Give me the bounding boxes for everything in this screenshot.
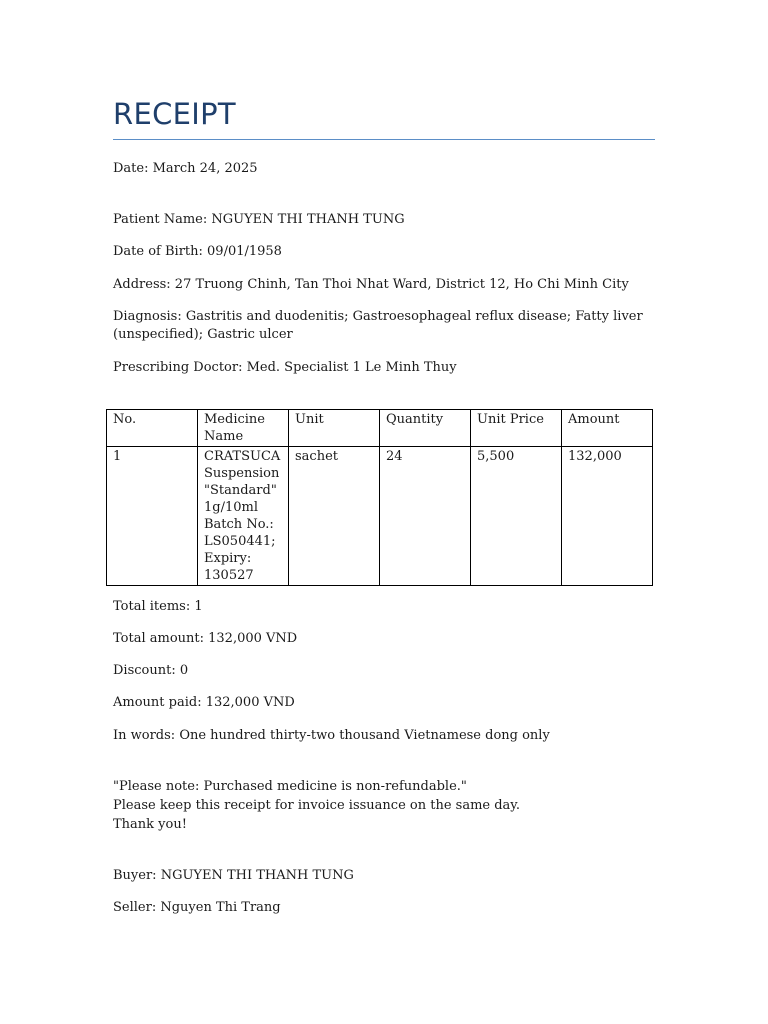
medicine-line: CRATSUCA	[204, 449, 281, 464]
medicine-line: Suspension	[204, 466, 280, 481]
medicine-line: 130527	[204, 568, 254, 583]
medicine-line: LS050441;	[204, 534, 276, 549]
header-amount: Amount	[562, 410, 653, 447]
table-header-row	[107, 410, 653, 447]
cell-no: 1	[107, 447, 198, 586]
header-unit: Unit	[289, 410, 380, 447]
cell-medicine-name	[198, 447, 289, 586]
note-thank-you: Thank you!	[113, 817, 187, 832]
buyer-signature: Buyer: NGUYEN THI THANH TUNG	[113, 868, 354, 883]
patient-name: Patient Name: NGUYEN THI THANH TUNG	[113, 212, 405, 227]
header-medicine-line-1: Medicine	[204, 412, 265, 427]
medicine-line: Batch No.:	[204, 517, 274, 532]
medicine-line: 1g/10ml	[204, 500, 258, 515]
header-quantity: Quantity	[380, 410, 471, 447]
medicine-line: "Standard"	[204, 483, 277, 498]
receipt-title: RECEIPT	[113, 97, 236, 131]
header-unit-price: Unit Price	[471, 410, 562, 447]
medicine-line: Expiry:	[204, 551, 252, 566]
cell-amount: 132,000	[562, 447, 653, 586]
table-row	[107, 447, 653, 586]
header-medicine-line-2: Name	[204, 429, 244, 444]
header-medicine-name	[198, 410, 289, 447]
total-amount: Total amount: 132,000 VND	[113, 631, 298, 646]
medicine-table	[106, 409, 653, 586]
discount: Discount: 0	[113, 663, 189, 678]
seller-signature: Seller: Nguyen Thi Trang	[113, 900, 281, 915]
note-keep-receipt: Please keep this receipt for invoice issuance on the same day.	[113, 798, 521, 813]
prescribing-doctor: Prescribing Doctor: Med. Specialist 1 Le Minh Thuy	[113, 360, 457, 375]
total-items: Total items: 1	[113, 599, 203, 614]
title-divider	[113, 139, 655, 140]
receipt-date: Date: March 24, 2025	[113, 161, 258, 176]
patient-address: Address: 27 Truong Chinh, Tan Thoi Nhat Ward, District 12, Ho Chi Minh City	[113, 277, 629, 292]
amount-in-words: In words: One hundred thirty-two thousand Vietnamese dong only	[113, 728, 550, 743]
header-no: No.	[107, 410, 198, 447]
cell-quantity: 24	[380, 447, 471, 586]
date-of-birth: Date of Birth: 09/01/1958	[113, 244, 282, 259]
cell-unit: sachet	[289, 447, 380, 586]
note-non-refundable: "Please note: Purchased medicine is non-refundable."	[113, 779, 467, 794]
amount-paid: Amount paid: 132,000 VND	[113, 695, 295, 710]
diagnosis-line-1: Diagnosis: Gastritis and duodenitis; Gastroesophageal reflux disease; Fatty liver	[113, 309, 643, 324]
cell-unit-price: 5,500	[471, 447, 562, 586]
diagnosis-line-2: (unspecified); Gastric ulcer	[113, 327, 293, 342]
